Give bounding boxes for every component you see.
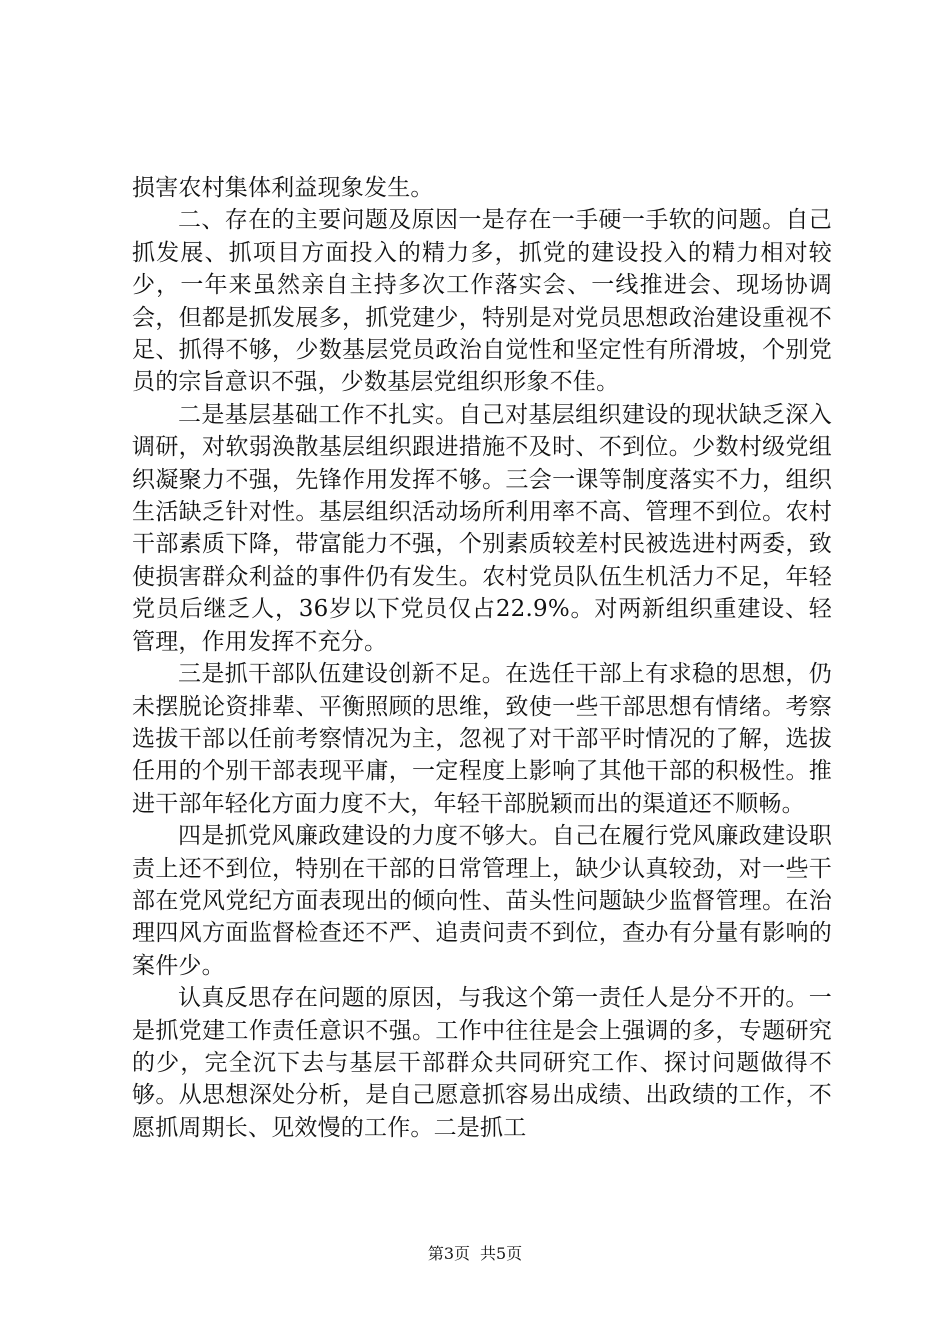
paragraph-1: 损害农村集体利益现象发生。 [132, 175, 434, 201]
document-body [132, 172, 832, 1144]
page-footer [0, 1243, 950, 1265]
page-total: 共5页 [480, 1244, 523, 1263]
page-number: 第3页 [427, 1244, 470, 1263]
paragraph-4: 三是抓干部队伍建设创新不足。在选任干部上有求稳的思想，仍未摆脱论资排辈、平衡照顾的思维，致使一些干部思想有情绪。考察选拔干部以任前考察情况为主，忽视了对干部平时情况的了解，选拔任用的个别干部表现平庸，一定程度上影响了其他干部的积极性。推进干部年轻化方面力度不大，年轻干部脱颖而出的渠道还不顺畅。 [132, 661, 832, 817]
paragraph-2: 二、存在的主要问题及原因一是存在一手硬一手软的问题。自己抓发展、抓项目方面投入的精力多，抓党的建设投入的精力相对较少，一年来虽然亲自主持多次工作落实会、一线推进会、现场协调会，但都是抓发展多，抓党建少，特别是对党员思想政治建设重视不足、抓得不够，少数基层党员政治自觉性和坚定性有所滑坡，个别党员的宗旨意识不强，少数基层党组织形象不佳。 [132, 207, 832, 396]
paragraph-3: 二是基层基础工作不扎实。自己对基层组织建设的现状缺乏深入调研，对软弱涣散基层组织跟进措施不及时、不到位。少数村级党组织凝聚力不强，先锋作用发挥不够。三会一课等制度落实不力，组织生活缺乏针对性。基层组织活动场所利用率不高、管理不到位。农村干部素质下降，带富能力不强，个别素质较差村民被选进村两委，致使损害群众利益的事件仍有发生。农村党员队伍生机活力不足，年轻党员后继乏人，36岁以下党员仅占22.9%。对两新组织重建设、轻管理，作用发挥不充分。 [132, 401, 832, 655]
paragraph-6: 认真反思存在问题的原因，与我这个第一责任人是分不开的。一是抓党建工作责任意识不强。工作中往往是会上强调的多，专题研究的少，完全沉下去与基层干部群众共同研究工作、探讨问题做得不够。从思想深处分析，是自己愿意抓容易出成绩、出政绩的工作，不愿抓周期长、见效慢的工作。二是抓工 [132, 985, 832, 1141]
paragraph-5: 四是抓党风廉政建设的力度不够大。自己在履行党风廉政建设职责上还不到位，特别在干部的日常管理上，缺少认真较劲，对一些干部在党风党纪方面表现出的倾向性、苗头性问题缺少监督管理。在治理四风方面监督检查还不严、追责问责不到位，查办有分量有影响的案件少。 [132, 823, 832, 979]
